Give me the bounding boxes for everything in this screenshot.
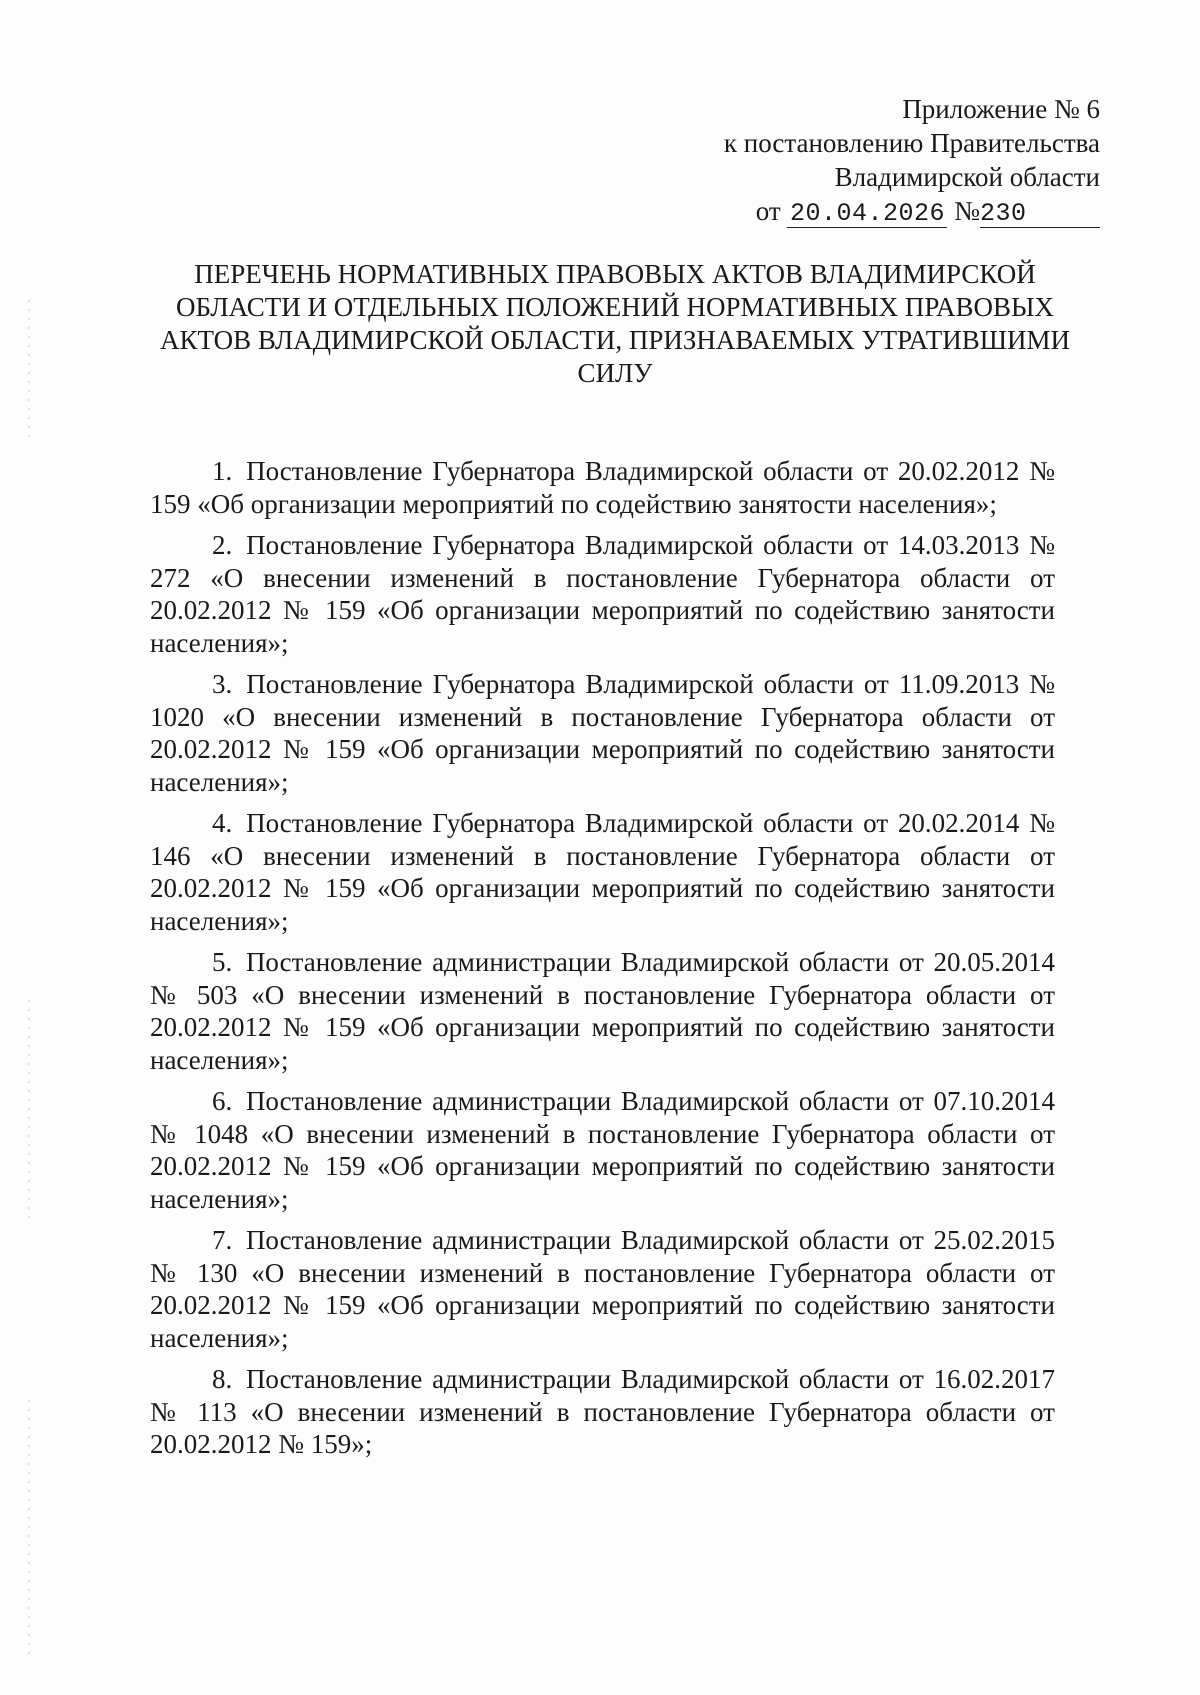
item-number: 5. xyxy=(212,947,233,977)
resolution-date: 20.04.2026 xyxy=(787,201,947,228)
list-item xyxy=(150,946,1055,1076)
item-number: 1. xyxy=(212,456,233,486)
scan-margin-noise xyxy=(28,1400,30,1660)
title-line: ОБЛАСТИ И ОТДЕЛЬНЫХ ПОЛОЖЕНИЙ НОРМАТИВНЫХ ПРАВОВЫХ xyxy=(175,292,1055,322)
item-number: 4. xyxy=(212,808,233,838)
item-number: 6. xyxy=(212,1086,233,1116)
list-item xyxy=(150,1085,1055,1215)
appendix-region: Владимирской области xyxy=(834,162,1100,192)
item-text: Постановление администрации Владимирской области от 07.10.2014 № 1048 «О внесении изменений в постановление Губернатора области от 20.02.2012 № 159 «Об организации мероприятий по содействию занятости населения»; xyxy=(150,1086,1055,1214)
list-item xyxy=(150,807,1055,937)
item-text: Постановление Губернатора Владимирской области от 20.02.2012 № 159 «Об организации мероприятий по содействию занятости населения»; xyxy=(150,456,1056,519)
list-item xyxy=(150,455,1055,520)
item-text: Постановление Губернатора Владимирской области от 20.02.2014 № 146 «О внесении изменений в постановление Губернатора области от 20.02.2012 № 159 «Об организации мероприятий по содействию занятости населения»; xyxy=(150,808,1056,936)
acts-list xyxy=(150,455,1055,1470)
title-line: СИЛУ xyxy=(577,358,653,388)
item-text: Постановление Губернатора Владимирской области от 11.09.2013 № 1020 «О внесении изменений в постановление Губернатора области от 20.02.2012 № 159 «Об организации мероприятий по содействию занятости населения»; xyxy=(150,669,1056,797)
appendix-date-line xyxy=(540,194,1100,228)
document-title xyxy=(150,258,1080,390)
scan-margin-noise xyxy=(28,1000,30,1220)
item-number: 3. xyxy=(212,669,233,699)
item-text: Постановление администрации Владимирской области от 25.02.2015 № 130 «О внесении изменений в постановление Губернатора области от 20.02.2012 № 159 «Об организации мероприятий по содействию занятости населения»; xyxy=(150,1225,1055,1353)
item-text: Постановление администрации Владимирской области от 16.02.2017 № 113 «О внесении изменений в постановление Губернатора области от 20.02.2012 № 159»; xyxy=(150,1364,1055,1459)
item-text: Постановление Губернатора Владимирской области от 14.03.2013 № 272 «О внесении изменений в постановление Губернатора области от 20.02.2012 № 159 «Об организации мероприятий по содействию занятости населения»; xyxy=(150,530,1056,658)
list-item xyxy=(150,529,1055,659)
appendix-header xyxy=(540,92,1100,228)
date-prefix: от xyxy=(755,196,781,226)
title-line: ПЕРЕЧЕНЬ НОРМАТИВНЫХ ПРАВОВЫХ АКТОВ ВЛАДИМИРСКОЙ xyxy=(194,259,1036,289)
list-item xyxy=(150,1224,1055,1354)
list-item xyxy=(150,668,1055,798)
item-number: 8. xyxy=(212,1364,233,1394)
title-line: АКТОВ ВЛАДИМИРСКОЙ ОБЛАСТИ, ПРИЗНАВАЕМЫХ УТРАТИВШИМИ xyxy=(159,325,1071,355)
list-item xyxy=(150,1363,1055,1461)
appendix-resolution-ref: к постановлению Правительства xyxy=(723,128,1100,158)
item-text: Постановление администрации Владимирской области от 20.05.2014 № 503 «О внесении изменений в постановление Губернатора области от 20.02.2012 № 159 «Об организации мероприятий по содействию занятости населения»; xyxy=(150,947,1055,1075)
resolution-number: 230 xyxy=(980,201,1100,228)
item-number: 7. xyxy=(212,1225,233,1255)
appendix-label: Приложение № 6 xyxy=(902,94,1100,124)
scan-margin-noise xyxy=(28,300,30,440)
number-prefix: № xyxy=(954,196,980,226)
item-number: 2. xyxy=(212,530,233,560)
